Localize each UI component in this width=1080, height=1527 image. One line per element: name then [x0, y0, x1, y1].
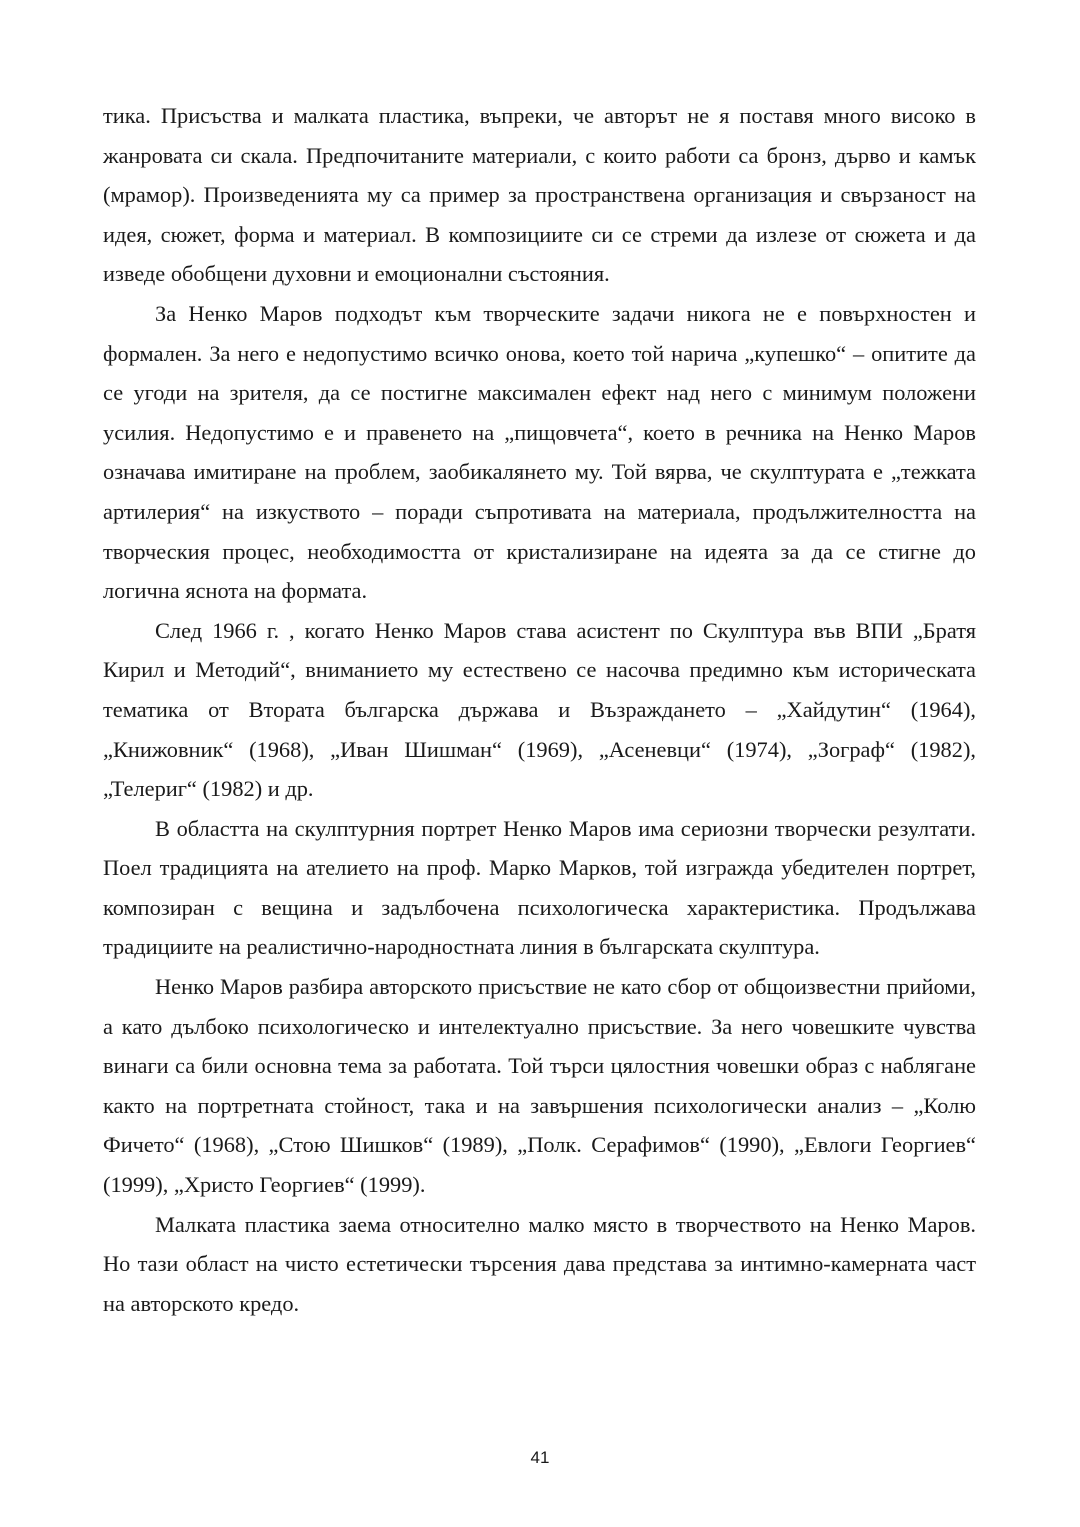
paragraph-2: За Ненко Маров подходът към творческите задачи никога не е повърхностен и формален. За него е недопустимо всичко онова, което той нарича „купешко“ – опитите да се угоди на зрителя, да се постигне максимален ефект над него с минимум положени усилия. Недопустимо е и правенето на „пищовчета“, което в речника на Ненко Маров означава имитиране на проблем, заобикалянето му. Той вярва, че скулптурата е „тежката артилерия“ на изкуството – поради съпротивата на материала, продължителността на творческия процес, необходимостта от кристализиране на идеята за да се стигне до логична яснота на формата. — [103, 300, 976, 604]
page-number: 41 — [530, 1448, 550, 1467]
paragraph-3: След 1966 г. , когато Ненко Маров става асистент по Скулптура във ВПИ „Братя Кирил и Методий“, вниманието му естествено се насочва предимно към историческата тематика от Втората българска държава и Възраждането – „Хайдутин“ (1964), „Книжовник“ (1968), „Иван Шишман“ (1969), „Асеневци“ (1974), „Зограф“ (1982), „Телериг“ (1982) и др. — [103, 617, 976, 802]
paragraph-6: Малката пластика заема относително малко място в творчеството на Ненко Маров. Но тази област на чисто естетически търсения дава представа за интимно-камерната част на авторското кредо. — [103, 1211, 976, 1316]
paragraph-1: тика. Присъства и малката пластика, въпреки, че авторът не я поставя много високо в жанровата си скала. Предпочитаните материали, с които работи са бронз, дърво и камък (мрамор). Произведенията му са пример за пространствена организация и свързаност на идея, сюжет, форма и материал. В композициите си се стреми да излезе от сюжета и да изведе обобщени духовни и емоционални състояния. — [103, 103, 976, 287]
paragraph-5: Ненко Маров разбира авторското присъствие не като сбор от общоизвестни прийоми, а като дълбоко психологическо и интелектуално присъствие. За него човешките чувства винаги са били основна тема за работата. Той търси цялостния човешки образ с наблягане както на портретната стойност, така и на завършения психологически анализ – „Колю Фичето“ (1968), „Стою Шишков“ (1989), „Полк. Серафимов“ (1990), „Евлоги Георгиев“ (1999), „Христо Георгиев“ (1999). — [103, 974, 976, 1198]
paragraph-4: В областта на скулптурния портрет Ненко Маров има сериозни творчески резултати. Поел традицията на ателието на проф. Марко Марков, той изгражда убедителен портрет, композиран с вещина и задълбочена психологическа характеристика. Продължава традициите на реалистично-народностната линия в българската скулптура. — [103, 815, 976, 960]
body-text — [103, 96, 976, 1323]
